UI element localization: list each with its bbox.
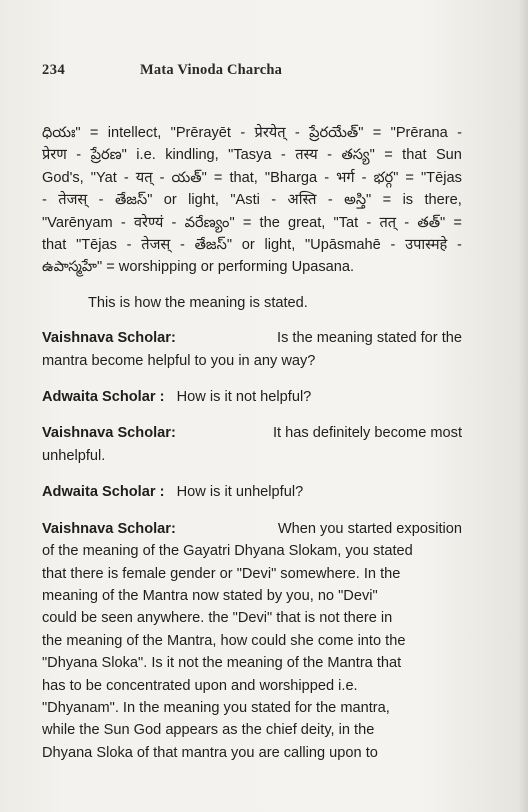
speaker-name: Adwaita Scholar :	[42, 389, 165, 406]
statement-line: This is how the meaning is stated.	[88, 294, 308, 311]
dialogue-paragraph	[42, 327, 462, 372]
speaker-name: Vaishnava Scholar:	[42, 330, 176, 347]
dialogue-text: How is it not helpful?	[176, 389, 312, 406]
page-header	[42, 62, 482, 82]
text-line: Dhyana Sloka of that mantra you are calling upon to	[42, 744, 378, 761]
text-line: "Dhyanam". In the meaning you stated for the mantra,	[42, 699, 390, 716]
meaning-paragraph	[42, 122, 462, 279]
text-line: that there is female gender or "Devi" somewhere. In the	[42, 565, 401, 582]
text-line: God's, "Yat - यत् - యత్" = that, "Bharga - भर्ग - భర్గ" = "Tējas	[42, 169, 462, 186]
text-line: meaning of the Mantra now stated by you, no "Devi"	[42, 587, 378, 604]
dialogue-paragraph	[42, 518, 462, 764]
text-line: ఉపాస్మహే" = worshipping or performing Upasana.	[42, 259, 355, 276]
dialogue-paragraph	[42, 386, 462, 408]
dialogue-text: When you started exposition	[277, 520, 462, 537]
text-line: that "Tējas - तेजस् - తేజస్" or light, "Upāsmahē - उपास्महे -	[42, 237, 462, 254]
speaker-name: Adwaita Scholar :	[42, 484, 165, 501]
text-line: "Dhyana Sloka". Is it not the meaning of the Mantra that	[42, 655, 402, 672]
dialogue-paragraph	[42, 481, 462, 503]
dialogue-text: How is it unhelpful?	[176, 484, 304, 501]
dialogue-text: It has definitely become most	[273, 425, 462, 442]
page-number: 234	[42, 62, 66, 78]
page-edge-shadow	[518, 0, 528, 812]
dialogue-first-line	[42, 327, 462, 349]
dialogue-first-line	[42, 518, 462, 540]
text-line: ధియః" = intellect, "Prērayēt - प्रेरयेत् - ప్రేరయేత్" = "Prērana -	[42, 125, 462, 141]
text-line: - तेजस् - తేజస్" or light, "Asti - अस्ति - అస్తి" = is there,	[42, 192, 462, 209]
text-line: of the meaning of the Gayatri Dhyana Slokam, you stated	[42, 543, 413, 560]
text-line: could be seen anywhere. the "Devi" that is not there in	[42, 610, 393, 627]
text-line: the meaning of the Mantra, how could she come into the	[42, 632, 406, 649]
speaker-name: Vaishnava Scholar:	[42, 520, 176, 537]
dialogue-first-line	[42, 422, 462, 444]
text-line: has to be concentrated upon and worshipped i.e.	[42, 677, 358, 694]
speaker-name: Vaishnava Scholar:	[42, 425, 176, 442]
dialogue-paragraph	[42, 422, 462, 467]
text-line: unhelpful.	[42, 447, 106, 464]
text-line: "Varēnyam - वरेण्यं - వరేణ్యం" = the great, "Tat - तत् - తత్" =	[42, 214, 462, 231]
dialogue-text: Is the meaning stated for the	[277, 330, 462, 347]
text-line: while the Sun God appears as the chief deity, in the	[42, 722, 375, 739]
text-line: प्रेरण - ప్రేరణ" i.e. kindling, "Tasya - तस्य - తస్య" = that Sun	[42, 147, 462, 164]
page-body	[42, 122, 462, 764]
text-line: mantra become helpful to you in any way?	[42, 352, 316, 369]
running-title: Mata Vinoda Charcha	[140, 62, 283, 78]
